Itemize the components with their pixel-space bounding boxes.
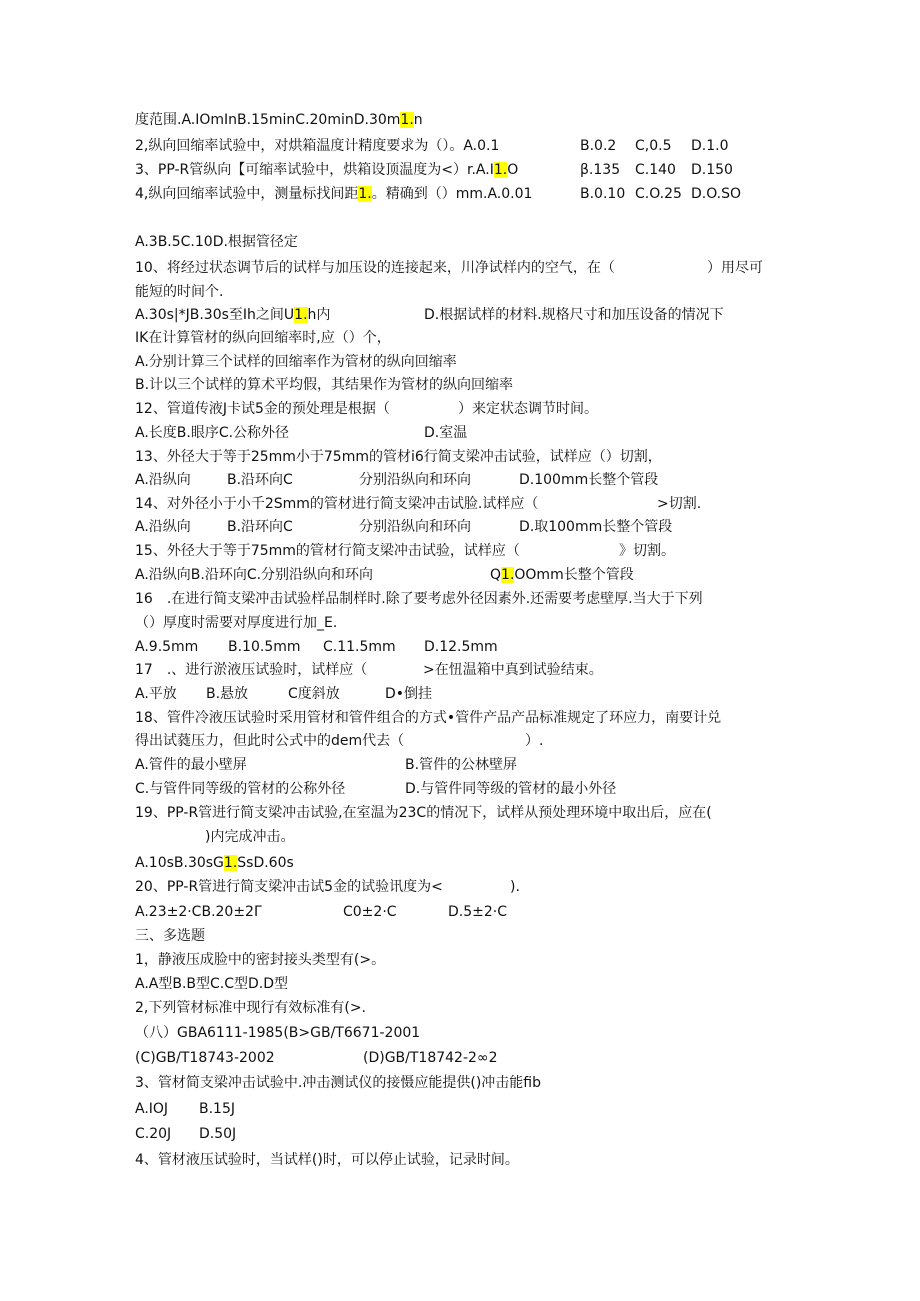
mc-question-4: 4、管材液压试验时，当试样()时，可以停止试验，记录时间。 bbox=[135, 1152, 519, 1168]
options-line: A.3B.5C.10D.根据管径定 bbox=[135, 234, 298, 250]
highlight: 1. bbox=[400, 112, 414, 128]
mc-question-2: 2,下列管材标准中现行有效标准有(>. bbox=[135, 1000, 366, 1016]
highlight: 1. bbox=[501, 567, 515, 583]
mc-question-1-options: A.A型B.B型C.C型D.D型 bbox=[135, 976, 289, 992]
mc-question-3: 3、管材简支梁冲击试验中.冲击测试仪的接慑应能提供()冲击能fib bbox=[135, 1075, 541, 1091]
mc-question-2-options-ab: （八）GBA6111-1985(B>GB/T6671-2001 bbox=[135, 1025, 421, 1041]
highlight: 1. bbox=[358, 186, 372, 202]
option-a: A.分别计算三个试样的回缩率作为管材的纵向回缩率 bbox=[135, 354, 457, 370]
question-19-options: A.10sB.30sG1.SsD.60s bbox=[135, 855, 294, 871]
question-11: IK在计算管材的纵向回缩率时,应（）个， bbox=[135, 330, 391, 346]
section-heading: 三、多选题 bbox=[135, 928, 205, 944]
question-19-cont: )内完成冲击。 bbox=[205, 829, 295, 845]
question-18: 18、管件冷液压试验时采用管材和管件组合的方式•管件产品产品标准规定了环应力，南要计兑 bbox=[135, 710, 722, 726]
question-10-cont: 能短的时间个. bbox=[135, 284, 224, 300]
option-b: B.计以三个试样的算术平均假，其结果作为管材的纵向回缩率 bbox=[135, 377, 514, 393]
question-16: 16 .在进行简支梁冲击试验样品制样时.除了要考虑外径因素外.还需要考虑壁厚.当大于下列 bbox=[135, 591, 703, 607]
question-19: 19、PP-R管进行简支梁冲击试验,在室温为23C的情况下，试样从预处理环境中取出后，应在( bbox=[135, 805, 712, 821]
question-16-cont: （）厚度时需要对厚度进行加_E. bbox=[135, 615, 338, 631]
question-13: 13、外径大于等于25mm小于75mm的管材i6行简支梁冲击试验，试样应（）切割， bbox=[135, 449, 662, 465]
question-range-options: 度范围.A.IOmInB.15minC.20minD.30m1.n bbox=[135, 112, 423, 128]
highlight: 1. bbox=[294, 307, 308, 323]
mc-question-1: 1，静液压成脸中的密封接头类型有(>。 bbox=[135, 952, 386, 968]
document-page: 度范围.A.IOmInB.15minC.20minD.30m1.n 2,纵向回缩率试验中，对烘箱温度计精度要求为（）。A.0.1 B.0.2 C,0.5 D.1.0 3、PP-R管纵向【可缩率试验中，烘箱设顶温度为<）r.A.I1.O β.135 C.140 D.150 4,纵向回缩率试验中，测量标找间距1.。精确到（）mm.A.0.01 B.0.10 C.O.25 D.O.SO A.3B.5C.10D.根据管径定 10、将经过状态调节后的试样与加压设的连接起来，川净试样内的空气，在（ ）用尽可 能短的时间个. A.30s|*JB.30s至Ih之间U1.h内 D.根据试样的材料.规格尺寸和加压设备的情况下 IK在计算管材的纵向回缩率时,应（）个， A.分别计算三个试样的回缩率作为管材的纵向回缩率 B.计以三个试样的算术平均假，其结果作为管材的纵向回缩率 12、管道传液J卡试5金的预处理是根据（ ）来定状态调节时间。 A.长度B.眼序C.公称外径 D.室温 13、外径大于等于25mm小于75mm的管材i6行简支梁冲击试验，试样应（）切割， A.沿纵向 B.沿环向C 分别沿纵向和环向 D.100mm长整个管段 14、对外径小于小千2Smm的管材进行简支梁冲击试脸.试样应（ >切割. A.沿纵向 B.沿环向C 分别沿纵向和环向 D.取100mm长整个管段 15、外径大于等于75mm的管材行简支梁冲击试验，试样应（ 》切割。 A.沿纵向B.沿环向C.分别沿纵向和环向 Q1.OOmm长整个管段 16 .在进行简支梁冲击试验样品制样时.除了要考虑外径因素外.还需要考虑壁厚.当大于下列 （）厚度时需要对厚度进行加_E. A.9.5mm B.10.5mm C.11.5mm D.12.5mm 17 .、进行淤液压试验时，试样应（ >在忸温箱中真到试验结束。 A.平放 B.悬放 C度斜放 D•倒挂 18、管件冷液压试验时采用管材和管件组合的方式•管件产品产品标准规定了环应力，南要计兑 得出试蕤压力，但此时公式中的dem代去（ ）. A.管件的最小壁屏 B.管件的公林壁屏 C.与管件同等级的管材的公称外径 D.与管件同等级的管材的最小外径 19、PP-R管进行简支梁冲击试验,在室温为23C的情况下，试样从预处理环境中取出后，应在( )内完成冲击。 A.10sB.30sG1.SsD.60s 20、PP-R管进行简支梁冲击试5金的试验讯度为< ). A.23±2·CB.20±2Γ C0±2·C D.5±2·C 三、多选题 1，静液压成脸中的密封接头类型有(>。 A.A型B.B型C.C型D.D型 2,下列管材标准中现行有效标准有(>. （八）GBA6111-1985(B>GB/T6671-2001 (C)GB/T18743-2002 (D)GB/T18742-2∞2 3、管材简支梁冲击试验中.冲击测试仪的接慑应能提供()冲击能fib A.IOJ B.15J C.20J D.50J 4、管材液压试验时，当试样()时，可以停止试验，记录时间。 bbox=[135, 112, 763, 1168]
highlight: 1. bbox=[493, 162, 508, 178]
highlight: 1. bbox=[223, 855, 238, 871]
